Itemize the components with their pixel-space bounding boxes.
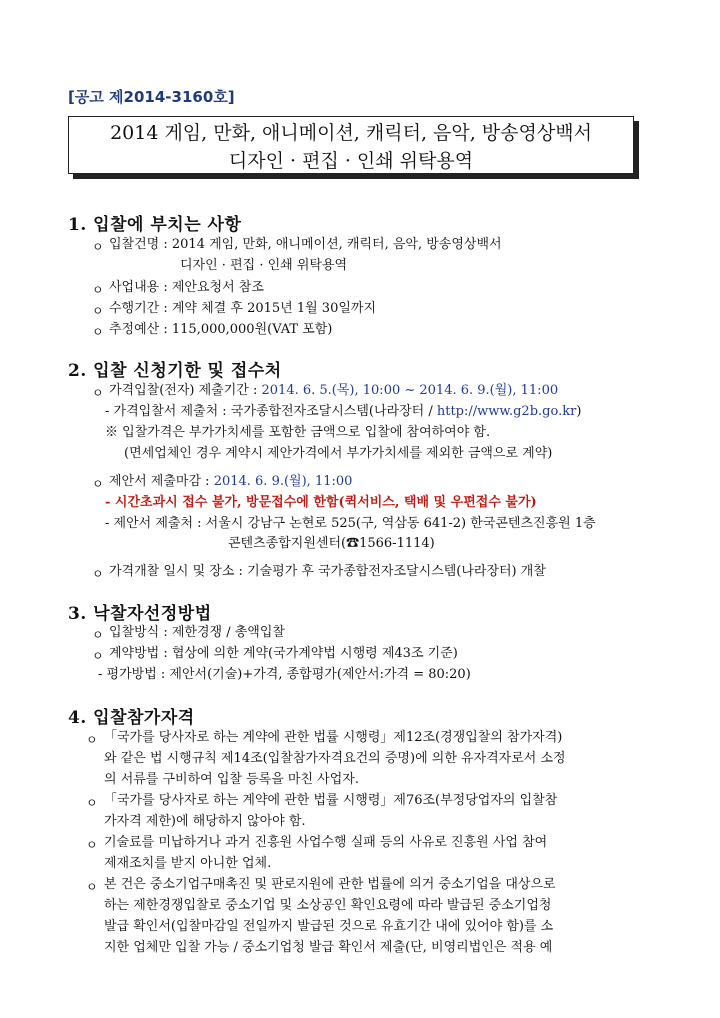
bid-name-line-2: 디자인 · 편집 · 인쇄 위탁용역 xyxy=(180,258,348,273)
document-title xyxy=(68,116,634,174)
price-bid-destination xyxy=(105,403,581,421)
price-bid-label: 가격입찰(전자) 제출기간 : xyxy=(109,383,262,398)
bullet: ㅇ xyxy=(92,240,104,254)
price-bid-destination-end: ) xyxy=(576,404,582,419)
price-bid-dates: 2014. 6. 5.(목), 10:00 ~ 2014. 6. 9.(월), 11:00 xyxy=(261,383,559,398)
evaluation-method: - 평가방법 : 제안서(기술)+가격, 종합평가(제안서:가격 = 80:20) xyxy=(98,667,471,682)
bullet: ㅇ xyxy=(92,325,104,339)
price-bid-destination-label: - 가격입찰서 제출처 : 국가종합전자조달시스템(나라장터 / xyxy=(105,404,437,419)
g2b-link[interactable]: http://www.g2b.go.kr xyxy=(436,404,577,419)
proposal-destination-line-2: 콘텐츠종합지원센터(☎1566-1114) xyxy=(228,536,435,551)
tax-exempt-note: (면세업체인 경우 계약시 제안가격에서 부가가치세를 제외한 금액으로 계약) xyxy=(124,446,553,461)
bullet: ㅇ xyxy=(92,283,104,297)
bullet: ㅇ xyxy=(92,477,104,491)
bullet: ㅇ xyxy=(86,796,98,810)
section-1-heading: 1. 입찰에 부치는 사항 xyxy=(68,215,242,235)
bullet: ㅇ xyxy=(86,733,98,747)
bullet: ㅇ xyxy=(92,304,104,318)
qualification-4-line-3: 발급 확인서(입찰마감일 전일까지 발급된 것으로 유효기간 내에 있어야 함)를 소 xyxy=(104,919,554,934)
proposal-deadline-label: 제안서 제출마감 : xyxy=(109,474,214,489)
price-bid-period xyxy=(109,382,558,400)
bullet: ㅇ xyxy=(92,386,104,400)
qualification-2-line-2: 가자격 제한)에 해당하지 않아야 함. xyxy=(104,814,306,829)
qualification-3-line-1: 기술료를 미납하거나 과거 진흥원 사업수행 실패 등의 사유로 진흥원 사업 참여 xyxy=(104,835,548,850)
section-2-heading: 2. 입찰 신청기한 및 접수처 xyxy=(68,361,282,381)
section-4-heading: 4. 입찰참가자격 xyxy=(68,708,195,728)
bullet: ㅇ xyxy=(92,628,104,642)
proposal-destination-line-1: - 제안서 제출처 : 서울시 강남구 논현로 525(구, 역삼동 641-2) 한국콘텐츠진흥원 1층 xyxy=(105,516,596,531)
estimated-budget: 추정예산 : 115,000,000원(VAT 포함) xyxy=(109,322,333,337)
qualification-1-line-2: 와 같은 법 시행규칙 제14조(입찰참가자격요건의 증명)에 의한 유자격자로서 소정 xyxy=(104,751,566,766)
title-line-1: 2014 게임, 만화, 애니메이션, 캐릭터, 음악, 방송영상백서 xyxy=(110,122,592,144)
bid-name-line-1: 입찰건명 : 2014 게임, 만화, 애니메이션, 캐릭터, 음악, 방송영상백서 xyxy=(109,237,502,252)
qualification-1-line-3: 의 서류를 구비하여 입찰 등록을 마친 사업자. xyxy=(104,772,359,787)
notice-number: [공고 제2014-3160호] xyxy=(68,88,235,106)
qualification-1-line-1: 「국가를 당사자로 하는 계약에 관한 법률 시행령」제12조(경쟁입찰의 참가자격) xyxy=(104,730,563,745)
bullet: ㅇ xyxy=(86,880,98,894)
bullet: ㅇ xyxy=(86,838,98,852)
bullet: ㅇ xyxy=(92,567,104,581)
qualification-4-line-2: 하는 제한경쟁입찰로 중소기업 및 소상공인 확인요령에 따라 발급된 중소기업청 xyxy=(104,898,552,913)
proposal-deadline-date: 2014. 6. 9.(월), 11:00 xyxy=(213,474,353,489)
section-3-heading: 3. 낙찰자선정방법 xyxy=(68,604,212,624)
qualification-2-line-1: 「국가를 당사자로 하는 계약에 관한 법률 시행령」제76조(부정당업자의 입찰참 xyxy=(104,793,558,808)
bullet: ㅇ xyxy=(92,649,104,663)
vat-note: ※ 입찰가격은 부가가치세를 포함한 금액으로 입찰에 참여하여야 함. xyxy=(105,425,491,440)
proposal-deadline xyxy=(109,473,352,491)
contract-method: 계약방법 : 협상에 의한 계약(국가계약법 시행령 제43조 기준) xyxy=(109,646,458,661)
bid-method: 입찰방식 : 제한경쟁 / 총액입찰 xyxy=(109,625,285,640)
qualification-4-line-4: 지한 업체만 입찰 가능 / 중소기업청 발급 확인서 제출(단, 비영리법인은 적용 예 xyxy=(104,940,553,955)
execution-period: 수행기간 : 계약 체결 후 2015년 1월 30일까지 xyxy=(109,301,377,316)
title-line-2: 디자인 · 편집 · 인쇄 위탁용역 xyxy=(228,150,474,172)
project-content: 사업내용 : 제안요청서 참조 xyxy=(109,280,264,295)
qualification-3-line-2: 제재조치를 받지 아니한 업체. xyxy=(104,856,272,871)
qualification-4-line-1: 본 건은 중소기업구매촉진 및 판로지원에 관한 법률에 의거 중소기업을 대상으로 xyxy=(104,877,556,892)
price-opening: 가격개찰 일시 및 장소 : 기술평가 후 국가종합전자조달시스템(나라장터) 개찰 xyxy=(109,564,546,579)
proposal-warning: - 시간초과시 접수 불가, 방문접수에 한함(퀵서비스, 택배 및 우편접수 불가) xyxy=(105,495,537,510)
